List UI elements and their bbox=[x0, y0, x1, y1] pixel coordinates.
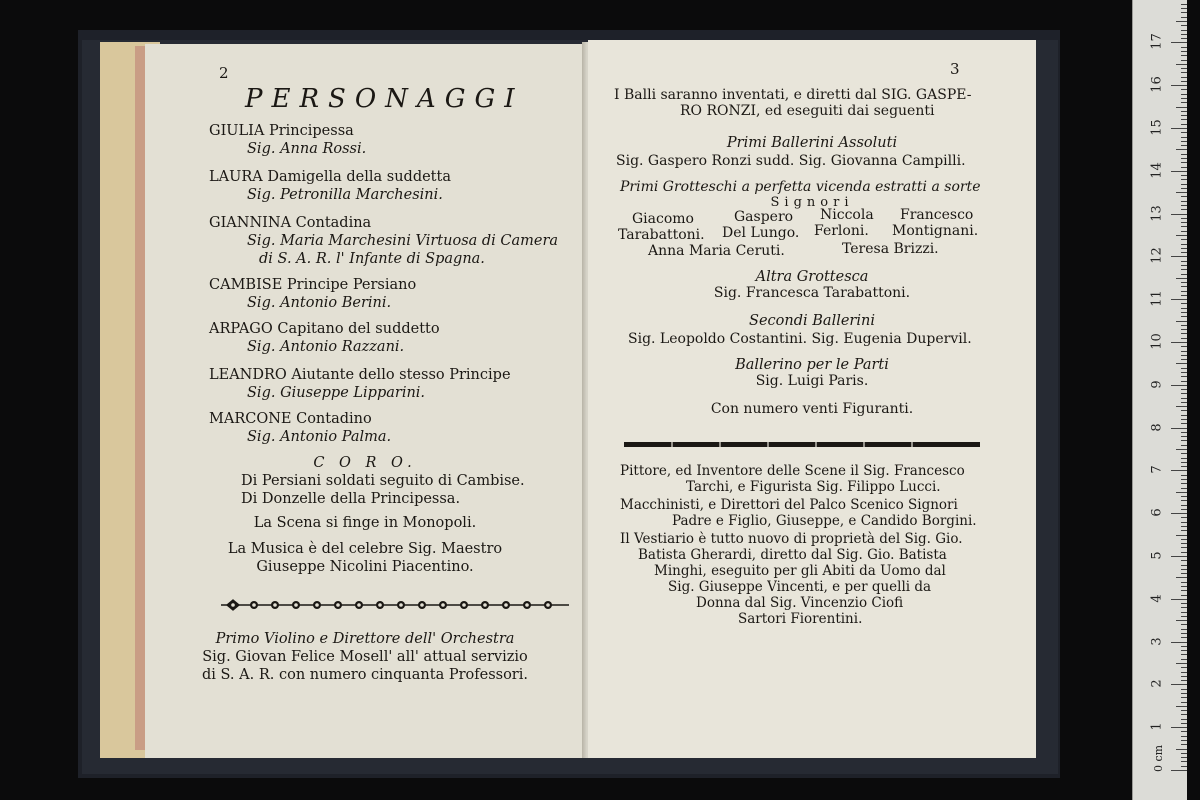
ruler-tick bbox=[1176, 278, 1187, 279]
ruler-tick bbox=[1181, 325, 1187, 326]
section-heading: Primi Grotteschi a perfetta vicenda estratti a sorte bbox=[620, 179, 981, 195]
ruler-tick bbox=[1176, 321, 1187, 322]
page-number-right: 3 bbox=[950, 60, 960, 78]
ruler-tick bbox=[1181, 94, 1187, 95]
coro-heading: C O R O. bbox=[313, 455, 417, 471]
ruler-tick bbox=[1176, 449, 1187, 450]
ruler-tick bbox=[1181, 218, 1187, 219]
ruler-tick bbox=[1181, 124, 1187, 125]
section-line: Sig. Francesca Tarabattoni. bbox=[713, 285, 911, 301]
ruler-tick bbox=[1181, 308, 1187, 309]
ruler-tick bbox=[1181, 667, 1187, 668]
ruler-tick bbox=[1181, 505, 1187, 506]
ruler-tick bbox=[1181, 89, 1187, 90]
ruler-tick bbox=[1181, 145, 1187, 146]
ruler-tick bbox=[1181, 286, 1187, 287]
ruler-tick bbox=[1181, 359, 1187, 360]
ruler-tick bbox=[1181, 72, 1187, 73]
ruler-number: 15 bbox=[1149, 119, 1165, 136]
ruler-tick bbox=[1181, 693, 1187, 694]
section-heading: Secondi Ballerini bbox=[749, 313, 875, 329]
ruler-tick bbox=[1176, 663, 1187, 664]
ruler-tick bbox=[1181, 398, 1187, 399]
ruler-tick bbox=[1181, 753, 1187, 754]
ruler-tick bbox=[1181, 188, 1187, 189]
ruler-tick bbox=[1176, 535, 1187, 536]
section-line: Sig. Gaspero Ronzi sudd. Sig. Giovanna Campilli. bbox=[616, 153, 966, 169]
ruler-tick bbox=[1171, 599, 1187, 600]
ruler-tick bbox=[1181, 415, 1187, 416]
credits-line: Batista Gherardi, diretto dal Sig. Gio. Batista bbox=[638, 547, 947, 563]
ruler-tick bbox=[1181, 766, 1187, 767]
ruler-tick bbox=[1181, 573, 1187, 574]
intro-line: I Balli saranno inventati, e diretti dal SIG. GASPE- bbox=[614, 87, 972, 103]
ruler-tick bbox=[1171, 42, 1187, 43]
ruler-tick bbox=[1181, 55, 1187, 56]
ruler-tick bbox=[1181, 466, 1187, 467]
ruler-tick bbox=[1181, 111, 1187, 112]
ruler-tick bbox=[1181, 543, 1187, 544]
ruler-tick bbox=[1181, 569, 1187, 570]
ruler-tick bbox=[1181, 389, 1187, 390]
ruler-tick bbox=[1181, 526, 1187, 527]
ruler-tick bbox=[1181, 316, 1187, 317]
signori-label: Signori bbox=[770, 195, 854, 210]
character-role: MARCONE Contadino bbox=[209, 411, 372, 427]
ruler-tick bbox=[1181, 616, 1187, 617]
ruler-tick bbox=[1181, 115, 1187, 116]
character-role: GIANNINA Contadina bbox=[209, 215, 372, 231]
ruler-tick bbox=[1181, 736, 1187, 737]
ruler-tick bbox=[1181, 697, 1187, 698]
ruler-tick bbox=[1181, 740, 1187, 741]
left-page bbox=[145, 44, 585, 758]
ruler-tick bbox=[1181, 445, 1187, 446]
ruler-number: 16 bbox=[1149, 76, 1165, 93]
ruler-tick bbox=[1181, 291, 1187, 292]
ruler-tick bbox=[1176, 492, 1187, 493]
character-performer: Sig. Giuseppe Lipparini. bbox=[247, 385, 426, 401]
ruler-tick bbox=[1181, 226, 1187, 227]
ruler-tick bbox=[1181, 458, 1187, 459]
ruler-tick bbox=[1181, 68, 1187, 69]
ruler-tick bbox=[1181, 51, 1187, 52]
ruler-tick bbox=[1181, 239, 1187, 240]
ruler-tick bbox=[1171, 684, 1187, 685]
ruler-tick bbox=[1176, 149, 1187, 150]
ruler-tick bbox=[1181, 719, 1187, 720]
ruler-tick bbox=[1181, 539, 1187, 540]
character-role: CAMBISE Principe Persiano bbox=[209, 277, 417, 293]
section-line: Sig. Luigi Paris. bbox=[755, 373, 869, 389]
ruler-number: 7 bbox=[1149, 465, 1165, 475]
ornament-border bbox=[221, 598, 569, 612]
character-role: ARPAGO Capitano del suddetto bbox=[209, 321, 440, 337]
grottesco-first: Giacomo bbox=[632, 211, 694, 227]
ruler-tick bbox=[1181, 479, 1187, 480]
ruler-tick bbox=[1181, 680, 1187, 681]
ruler-tick bbox=[1176, 21, 1187, 22]
ruler-tick bbox=[1181, 175, 1187, 176]
ruler-tick bbox=[1176, 406, 1187, 407]
ruler-tick bbox=[1181, 60, 1187, 61]
ruler-tick bbox=[1181, 81, 1187, 82]
ruler-tick bbox=[1181, 205, 1187, 206]
ruler-tick bbox=[1176, 192, 1187, 193]
ruler-tick bbox=[1181, 509, 1187, 510]
ruler-tick bbox=[1181, 731, 1187, 732]
ruler-tick bbox=[1181, 38, 1187, 39]
ruler-number: 6 bbox=[1149, 508, 1165, 517]
ruler-tick bbox=[1181, 261, 1187, 262]
ruler-tick bbox=[1181, 393, 1187, 394]
grottesco-name: Teresa Brizzi. bbox=[842, 241, 939, 257]
music-line: Giuseppe Nicolini Piacentino. bbox=[256, 559, 474, 575]
ruler-tick bbox=[1176, 235, 1187, 236]
ruler-unit-label: 0 cm bbox=[1152, 744, 1166, 773]
ruler-tick bbox=[1171, 256, 1187, 257]
credits-line: Pittore, ed Inventore delle Scene il Sig. Francesco bbox=[620, 463, 965, 479]
ruler-tick bbox=[1181, 402, 1187, 403]
ruler-tick bbox=[1181, 47, 1187, 48]
ruler-tick bbox=[1171, 642, 1187, 643]
ruler-number: 14 bbox=[1149, 162, 1165, 179]
ruler-tick bbox=[1176, 749, 1187, 750]
character-performer-cont: di S. A. R. l' Infante di Spagna. bbox=[259, 251, 485, 267]
violin-line: Primo Violino e Direttore dell' Orchestra bbox=[215, 631, 515, 647]
ruler-tick bbox=[1181, 432, 1187, 433]
ruler-tick bbox=[1176, 620, 1187, 621]
ruler-tick bbox=[1181, 17, 1187, 18]
ruler-tick bbox=[1181, 179, 1187, 180]
ruler-tick bbox=[1181, 607, 1187, 608]
ruler-number: 2 bbox=[1149, 679, 1165, 689]
ruler-tick bbox=[1176, 107, 1187, 108]
ruler-tick bbox=[1181, 500, 1187, 501]
divider-rule bbox=[624, 440, 980, 450]
ruler-tick bbox=[1181, 201, 1187, 202]
ruler-tick bbox=[1181, 184, 1187, 185]
ruler-tick bbox=[1181, 25, 1187, 26]
ruler-tick bbox=[1181, 329, 1187, 330]
ruler-tick bbox=[1181, 12, 1187, 13]
ruler-tick bbox=[1181, 338, 1187, 339]
ruler-tick bbox=[1181, 582, 1187, 583]
ruler-tick bbox=[1181, 282, 1187, 283]
ruler-tick bbox=[1181, 248, 1187, 249]
ruler-tick bbox=[1181, 34, 1187, 35]
ruler-tick bbox=[1181, 222, 1187, 223]
ruler-tick bbox=[1181, 312, 1187, 313]
credits-line: Minghi, eseguito per gli Abiti da Uomo dal bbox=[654, 563, 946, 579]
coro-line: Di Donzelle della Principessa. bbox=[241, 491, 461, 507]
ruler-tick bbox=[1176, 706, 1187, 707]
ruler-tick bbox=[1171, 727, 1187, 728]
ruler-tick bbox=[1171, 770, 1187, 771]
ruler-tick bbox=[1181, 624, 1187, 625]
ruler-tick bbox=[1181, 436, 1187, 437]
ruler-tick bbox=[1181, 303, 1187, 304]
ruler-tick bbox=[1181, 475, 1187, 476]
ruler-tick bbox=[1181, 723, 1187, 724]
ruler-tick bbox=[1181, 196, 1187, 197]
ruler-tick bbox=[1171, 128, 1187, 129]
credits-line: Sartori Fiorentini. bbox=[738, 611, 863, 627]
character-performer: Sig. Maria Marchesini Virtuosa di Camera bbox=[247, 233, 559, 249]
section-heading: Altra Grottesca bbox=[755, 269, 869, 285]
ruler-tick bbox=[1181, 702, 1187, 703]
ruler-tick bbox=[1181, 209, 1187, 210]
ruler-tick bbox=[1181, 496, 1187, 497]
credits-line: Macchinisti, e Direttori del Palco Scenico Signori bbox=[620, 497, 958, 513]
ruler-tick bbox=[1181, 376, 1187, 377]
ruler-tick bbox=[1171, 171, 1187, 172]
section-heading: Primi Ballerini Assoluti bbox=[726, 135, 898, 151]
ruler-tick bbox=[1181, 637, 1187, 638]
ruler-tick bbox=[1181, 650, 1187, 651]
ruler-tick bbox=[1181, 659, 1187, 660]
ruler-tick bbox=[1181, 612, 1187, 613]
ruler-tick bbox=[1181, 560, 1187, 561]
ruler-tick bbox=[1181, 132, 1187, 133]
ruler-tick bbox=[1181, 8, 1187, 9]
ruler-tick bbox=[1181, 158, 1187, 159]
ruler-tick bbox=[1171, 428, 1187, 429]
grottesco-last: Tarabattoni. bbox=[618, 227, 705, 243]
credits-line: Padre e Figlio, Giuseppe, e Candido Borgini. bbox=[672, 513, 977, 529]
ruler-tick bbox=[1171, 470, 1187, 471]
ruler-tick bbox=[1181, 488, 1187, 489]
ruler-tick bbox=[1181, 265, 1187, 266]
scene-line: La Scena si finge in Monopoli. bbox=[253, 515, 477, 531]
ruler-tick bbox=[1181, 440, 1187, 441]
ruler-tick bbox=[1181, 102, 1187, 103]
coro-line: Di Persiani soldati seguito di Cambise. bbox=[241, 473, 525, 489]
ruler-tick bbox=[1181, 517, 1187, 518]
character-performer: Sig. Anna Rossi. bbox=[247, 141, 367, 157]
ruler-tick bbox=[1181, 372, 1187, 373]
ruler-tick bbox=[1181, 419, 1187, 420]
ruler-tick bbox=[1181, 154, 1187, 155]
grottesco-name: Anna Maria Ceruti. bbox=[648, 243, 785, 259]
section-heading: Ballerino per le Parti bbox=[735, 357, 889, 373]
ruler-tick bbox=[1171, 385, 1187, 386]
ruler-tick bbox=[1171, 513, 1187, 514]
grottesco-first: Francesco bbox=[900, 207, 974, 223]
ruler-tick bbox=[1176, 363, 1187, 364]
violin-line: Sig. Giovan Felice Mosell' all' attual servizio bbox=[202, 649, 528, 665]
ruler-number: 17 bbox=[1149, 33, 1165, 51]
ruler-tick bbox=[1181, 410, 1187, 411]
character-role: GIULIA Principessa bbox=[209, 123, 354, 139]
ruler-tick bbox=[1181, 552, 1187, 553]
violin-line: di S. A. R. con numero cinquanta Professori. bbox=[201, 667, 528, 683]
character-performer: Sig. Antonio Razzani. bbox=[247, 339, 405, 355]
right-page bbox=[588, 40, 1036, 758]
ruler-tick bbox=[1181, 565, 1187, 566]
grottesco-first: Gaspero bbox=[734, 209, 794, 225]
section-line: Sig. Leopoldo Costantini. Sig. Eugenia Dupervil. bbox=[628, 331, 972, 347]
ruler-tick bbox=[1181, 710, 1187, 711]
ruler-tick bbox=[1181, 252, 1187, 253]
ruler-tick bbox=[1181, 633, 1187, 634]
credits-line: Il Vestiario è tutto nuovo di proprietà del Sig. Gio. bbox=[620, 531, 963, 547]
ruler-number: 13 bbox=[1149, 204, 1165, 222]
character-performer: Sig. Antonio Berini. bbox=[247, 295, 392, 311]
ruler-tick bbox=[1181, 547, 1187, 548]
credits-line: Sig. Giuseppe Vincenti, e per quelli da bbox=[668, 579, 932, 595]
ruler-number: 10 bbox=[1149, 333, 1165, 350]
ruler-tick bbox=[1171, 299, 1187, 300]
ruler-tick bbox=[1181, 333, 1187, 334]
ruler-tick bbox=[1181, 77, 1187, 78]
grottesco-first: Niccola bbox=[820, 207, 874, 223]
grottesco-last: Ferloni. bbox=[814, 223, 869, 239]
figuranti-line: Con numero venti Figuranti. bbox=[710, 401, 914, 417]
measurement-ruler bbox=[1132, 0, 1187, 800]
ruler-number: 11 bbox=[1149, 290, 1165, 307]
ruler-tick bbox=[1181, 586, 1187, 587]
ruler-tick bbox=[1181, 355, 1187, 356]
grottesco-last: Montignani. bbox=[892, 223, 979, 239]
ruler-tick bbox=[1181, 646, 1187, 647]
ruler-tick bbox=[1176, 64, 1187, 65]
ruler-tick bbox=[1181, 689, 1187, 690]
ruler-tick bbox=[1176, 577, 1187, 578]
ruler-number: 3 bbox=[1149, 636, 1165, 646]
ruler-tick bbox=[1171, 342, 1187, 343]
ruler-tick bbox=[1181, 167, 1187, 168]
ruler-tick bbox=[1181, 346, 1187, 347]
ruler-tick bbox=[1181, 595, 1187, 596]
ruler-tick bbox=[1181, 672, 1187, 673]
ruler-tick bbox=[1171, 214, 1187, 215]
ruler-number: 12 bbox=[1149, 247, 1165, 265]
ruler-number: 8 bbox=[1149, 422, 1165, 432]
ruler-tick bbox=[1181, 4, 1187, 5]
ruler-tick bbox=[1181, 522, 1187, 523]
ruler-tick bbox=[1171, 85, 1187, 86]
ruler-tick bbox=[1181, 654, 1187, 655]
ruler-number: 4 bbox=[1149, 594, 1165, 603]
ruler-tick bbox=[1181, 295, 1187, 296]
ruler-tick bbox=[1181, 119, 1187, 120]
ruler-number: 1 bbox=[1149, 722, 1165, 731]
ruler-number: 9 bbox=[1149, 380, 1165, 389]
ruler-tick bbox=[1181, 603, 1187, 604]
ruler-tick bbox=[1181, 714, 1187, 715]
ruler-tick bbox=[1181, 351, 1187, 352]
intro-line: RO RONZI, ed eseguiti dai seguenti bbox=[680, 103, 935, 119]
music-line: La Musica è del celebre Sig. Maestro bbox=[227, 541, 503, 557]
ruler-tick bbox=[1181, 462, 1187, 463]
grottesco-last: Del Lungo. bbox=[722, 225, 800, 241]
credits-line: Tarchi, e Figurista Sig. Filippo Lucci. bbox=[686, 479, 941, 495]
ruler-tick bbox=[1181, 231, 1187, 232]
character-role: LAURA Damigella della suddetta bbox=[209, 169, 451, 185]
ruler-tick bbox=[1181, 98, 1187, 99]
ruler-tick bbox=[1181, 676, 1187, 677]
ruler-number: 5 bbox=[1149, 551, 1165, 560]
ruler-tick bbox=[1181, 368, 1187, 369]
page-number-left: 2 bbox=[219, 64, 229, 82]
ruler-tick bbox=[1181, 381, 1187, 382]
ruler-tick bbox=[1181, 141, 1187, 142]
ruler-tick bbox=[1181, 30, 1187, 31]
ruler-tick bbox=[1181, 744, 1187, 745]
ruler-tick bbox=[1181, 162, 1187, 163]
ruler-tick bbox=[1181, 423, 1187, 424]
page-title: PERSONAGGI bbox=[245, 84, 524, 114]
ruler-tick bbox=[1181, 757, 1187, 758]
ruler-tick bbox=[1181, 530, 1187, 531]
ruler-tick bbox=[1181, 244, 1187, 245]
ruler-tick bbox=[1181, 137, 1187, 138]
ruler-tick bbox=[1181, 274, 1187, 275]
ruler-tick bbox=[1181, 629, 1187, 630]
character-performer: Sig. Antonio Palma. bbox=[247, 429, 392, 445]
ruler-tick bbox=[1181, 269, 1187, 270]
ruler-tick bbox=[1181, 453, 1187, 454]
ruler-tick bbox=[1181, 590, 1187, 591]
ruler-tick bbox=[1181, 761, 1187, 762]
character-role: LEANDRO Aiutante dello stesso Principe bbox=[209, 367, 511, 383]
ruler-tick bbox=[1171, 556, 1187, 557]
ruler-tick bbox=[1181, 483, 1187, 484]
character-performer: Sig. Petronilla Marchesini. bbox=[247, 187, 443, 203]
credits-line: Donna dal Sig. Vincenzio Ciofi bbox=[696, 595, 904, 611]
